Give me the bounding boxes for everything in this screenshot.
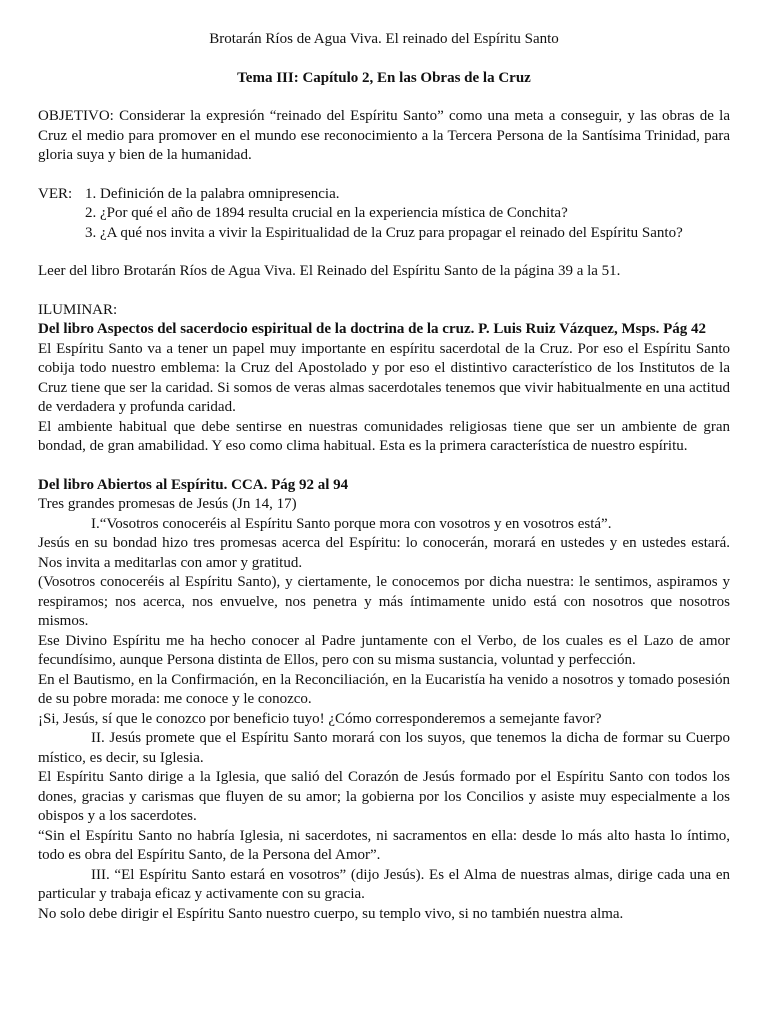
promise-three: III. “El Espíritu Santo estará en vosotros” (dijo Jesús). Es el Alma de nuestras almas, dirige cada una en particular y trabaja eficaz y activamente con su gracia. bbox=[38, 866, 730, 902]
body-paragraph: El Espíritu Santo va a tener un papel muy importante en espíritu sacerdotal de la Cruz. Por eso el Espíritu Santo cobija todo nuestro emblema: la Cruz del Apostolado y por eso el distintivo característico de los Institutos de la Cruz tiene que ser la caridad. Si somos de veras almas sacerdotales tenemos que vivir habitualmente en una actitud de verdadera y profunda caridad. bbox=[38, 340, 730, 415]
ver-section bbox=[38, 185, 730, 244]
promise-two: II. Jesús promete que el Espíritu Santo morará con los suyos, que tenemos la dicha de formar su Cuerpo místico, es decir, su Iglesia. bbox=[38, 730, 730, 766]
spacer bbox=[38, 88, 730, 107]
body-paragraph: (Vosotros conoceréis al Espíritu Santo), y ciertamente, le conocemos por dicha nuestra: le sentimos, aspiramos y respiramos; nos acerca, nos envuelve, nos penetra y más íntimamente unido está con nosotros que nosotros mismos. bbox=[38, 574, 730, 629]
objective-paragraph: OBJETIVO: Considerar la expresión “reinado del Espíritu Santo” como una meta a conseguir, y las obras de la Cruz el medio para promover en el mundo ese reconocimiento a la Tercera Persona de la Santísima Trinidad, para gloria suya y bien de la humanidad. bbox=[38, 108, 730, 163]
book-title: Brotarán Ríos de Agua Viva. El reinado del Espíritu Santo bbox=[209, 31, 559, 47]
body-paragraph: ¡Si, Jesús, sí que le conozco por beneficio tuyo! ¿Cómo corresponderemos a semejante favor? bbox=[38, 710, 602, 727]
body-paragraph: El ambiente habitual que debe sentirse en nuestras comunidades religiosas tiene que ser un ambiente de gran bondad, de gran amabilidad. Y eso como clima habitual. Esta es la primera característica de nuestro espíritu. bbox=[38, 418, 730, 454]
body-paragraph: El Espíritu Santo dirige a la Iglesia, que salió del Corazón de Jesús formado por el Espíritu Santo con todos los dones, gracias y carismas que fluyen de su amor; la gobierna por los Concilios y asiste muy especialmente a los obispos y a los sacerdotes. bbox=[38, 769, 730, 824]
body-paragraph: Jesús en su bondad hizo tres promesas acerca del Espíritu: lo conocerán, morará en ustedes y en ustedes estará. Nos invita a meditarlas con amor y gratitud. bbox=[38, 535, 730, 571]
source-heading: Del libro Abiertos al Espíritu. CCA. Pág 92 al 94 bbox=[38, 476, 349, 493]
spacer bbox=[38, 166, 730, 185]
spacer bbox=[38, 243, 730, 262]
document-page bbox=[38, 29, 730, 924]
promises-intro: Tres grandes promesas de Jesús (Jn 14, 17) bbox=[38, 496, 297, 512]
spacer bbox=[38, 282, 730, 301]
chapter-title: Tema III: Capítulo 2, En las Obras de la Cruz bbox=[237, 70, 531, 86]
iluminar-label: ILUMINAR: bbox=[38, 301, 118, 318]
ver-question: 3. ¿A qué nos invita a vivir la Espiritualidad de la Cruz para propagar el reinado del Espíritu Santo? bbox=[85, 224, 683, 241]
spacer bbox=[38, 457, 730, 476]
body-paragraph: Ese Divino Espíritu me ha hecho conocer al Padre juntamente con el Verbo, de los cuales es el Lazo de amor fecundísimo, aunque Persona distinta de Ellos, pero con su misma sustancia, voluntad y perfección. bbox=[38, 632, 730, 668]
reading-instruction: Leer del libro Brotarán Ríos de Agua Viva. El Reinado del Espíritu Santo de la página 39 a la 51. bbox=[38, 263, 621, 279]
promise-one: I.“Vosotros conoceréis al Espíritu Santo porque mora con vosotros y en vosotros está”. bbox=[91, 515, 612, 532]
ver-question: 2. ¿Por qué el año de 1894 resulta crucial en la experiencia mística de Conchita? bbox=[85, 205, 568, 221]
body-paragraph: En el Bautismo, en la Confirmación, en la Reconciliación, en la Eucaristía ha venido a nosotros y tomado posesión de su pobre morada: me conoce y le conozco. bbox=[38, 671, 730, 707]
ver-question: 1. Definición de la palabra omnipresencia. bbox=[85, 185, 340, 202]
body-paragraph: “Sin el Espíritu Santo no habría Iglesia, ni sacerdotes, ni sacramentos en ella: desde lo más alto hasta lo íntimo, todo es obra del Espíritu Santo, de la Persona del Amor”. bbox=[38, 827, 730, 863]
source-heading: Del libro Aspectos del sacerdocio espiritual de la doctrina de la cruz. P. Luis Ruiz Vázquez, Msps. Pág 42 bbox=[38, 321, 707, 337]
ver-question-list bbox=[85, 185, 730, 244]
ver-label: VER: bbox=[38, 185, 73, 202]
body-paragraph: No solo debe dirigir el Espíritu Santo nuestro cuerpo, su templo vivo, si no también nuestra alma. bbox=[38, 905, 624, 922]
